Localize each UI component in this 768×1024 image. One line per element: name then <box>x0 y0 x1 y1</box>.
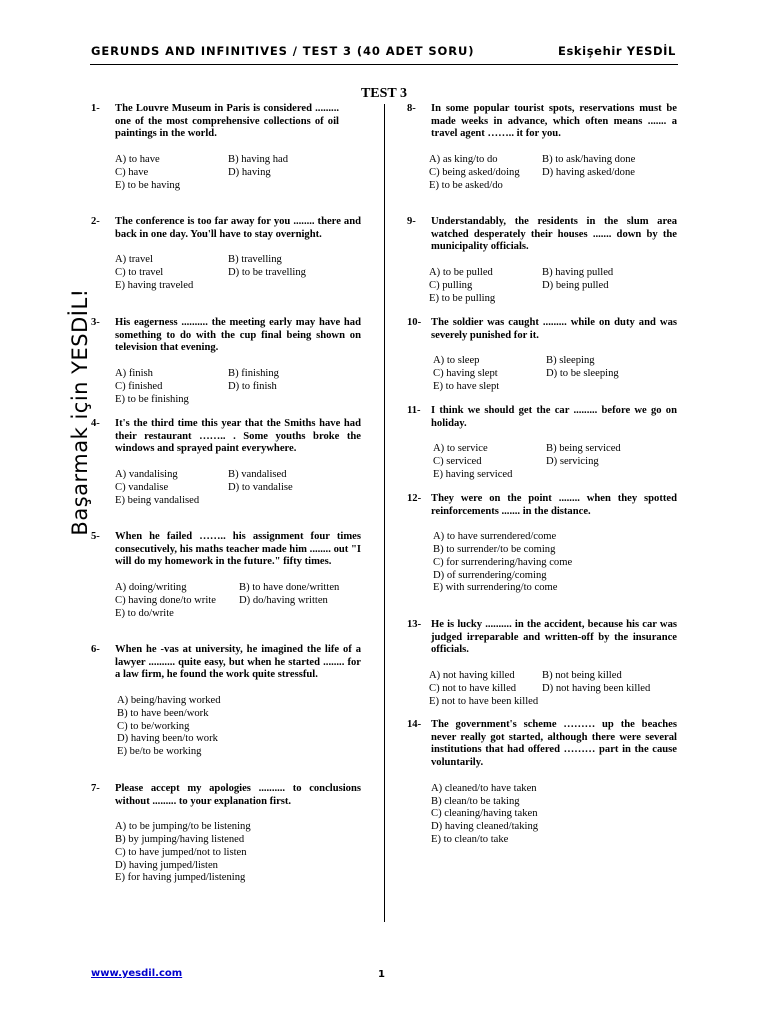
question-number: 13- <box>407 619 422 630</box>
answer-options <box>429 154 677 192</box>
question-9 <box>407 216 677 305</box>
option-d[interactable]: D) having jumped/listen <box>115 859 218 871</box>
question-6 <box>91 644 361 759</box>
question-text: In some popular tourist spots, reservations must be made weeks in advance, which often means ....... a travel agent …….. it for you. <box>431 103 677 140</box>
option-d[interactable]: D) being pulled <box>542 279 609 291</box>
option-b[interactable]: B) clean/to be taking <box>431 795 520 807</box>
question-number: 7- <box>91 783 100 794</box>
question-13 <box>407 619 677 708</box>
option-a[interactable]: A) finish <box>115 368 153 380</box>
option-e[interactable]: E) to be pulling <box>429 292 496 304</box>
answer-options <box>117 695 361 759</box>
option-a[interactable]: A) to be jumping/to be listening <box>115 821 251 833</box>
question-text: Understandably, the residents in the slum area watched desperately their houses ....... down by the municipality officials. <box>431 216 677 253</box>
question-number: 5- <box>91 531 100 542</box>
option-e[interactable]: E) having serviced <box>433 468 513 480</box>
answer-options <box>115 582 361 620</box>
question-text: When he -vas at university, he imagined the life of a lawyer .......... quite easy, but when he started ........ for a law firm, he found the work quite stressful. <box>115 644 361 681</box>
website-link[interactable]: www.yesdil.com <box>91 968 183 979</box>
option-d[interactable]: D) to vandalise <box>228 481 293 493</box>
question-7 <box>91 783 361 885</box>
question-number: 1- <box>91 103 100 114</box>
option-d[interactable]: D) having <box>228 166 271 178</box>
option-d[interactable]: D) not having been killed <box>542 682 651 694</box>
option-d[interactable]: D) do/having written <box>239 594 328 606</box>
option-b[interactable]: B) not being killed <box>542 670 622 682</box>
option-e[interactable]: E) to be asked/do <box>429 179 503 191</box>
option-e[interactable]: E) with surrendering/to come <box>433 582 558 594</box>
answer-options <box>115 254 361 292</box>
header-rule <box>90 64 678 65</box>
question-number: 11- <box>407 405 421 416</box>
option-e[interactable]: E) to be having <box>115 179 181 191</box>
option-a[interactable]: A) to have surrendered/come <box>433 531 557 543</box>
question-number: 9- <box>407 216 416 227</box>
option-e[interactable]: E) be/to be working <box>117 745 202 757</box>
option-c[interactable]: C) to have jumped/not to listen <box>115 846 247 858</box>
option-b[interactable]: B) having had <box>228 154 289 166</box>
option-c[interactable]: C) being asked/doing <box>429 166 520 178</box>
answer-options <box>431 783 677 847</box>
option-a[interactable]: A) not having killed <box>429 670 515 682</box>
answer-options <box>433 531 677 595</box>
option-b[interactable]: B) to have been/work <box>117 707 209 719</box>
option-c[interactable]: C) having done/to write <box>115 594 216 606</box>
option-b[interactable]: B) finishing <box>228 368 279 380</box>
option-d[interactable]: D) having asked/done <box>542 166 635 178</box>
answer-options <box>115 469 361 507</box>
answer-options <box>115 821 361 885</box>
header-title: GERUNDS AND INFINITIVES / TEST 3 (40 ADET SORU) <box>91 44 475 58</box>
answer-options <box>115 368 361 406</box>
question-number: 14- <box>407 719 422 730</box>
question-text: The soldier was caught ......... while on duty and was severely punished for it. <box>431 317 677 341</box>
question-text: They were on the point ........ when they spotted reinforcements ....... in the distance. <box>431 493 677 517</box>
answer-options <box>433 355 677 393</box>
option-e[interactable]: E) to be finishing <box>115 393 189 405</box>
option-d[interactable]: D) to be travelling <box>228 267 306 279</box>
answer-options <box>433 443 677 481</box>
question-4 <box>91 418 361 507</box>
option-d[interactable]: D) having been/to work <box>117 733 218 745</box>
answer-options <box>115 154 361 192</box>
option-e[interactable]: E) to have slept <box>433 380 500 392</box>
option-c[interactable]: C) having slept <box>433 368 498 380</box>
question-text: I think we should get the car ......... before we go on holiday. <box>431 405 677 429</box>
option-b[interactable]: B) sleeping <box>546 355 595 367</box>
option-c[interactable]: C) vandalise <box>115 481 169 493</box>
question-10 <box>407 317 677 394</box>
header-publisher: Eskişehir YESDİL <box>558 44 676 58</box>
question-text: The government's scheme ……… up the beaches never really got started, although there were several institutions that had offered ……… part in the cause voluntarily. <box>431 719 677 769</box>
question-11 <box>407 405 677 482</box>
question-number: 2- <box>91 216 100 227</box>
question-3 <box>91 317 361 406</box>
option-b[interactable]: B) being serviced <box>546 443 621 455</box>
answer-options <box>429 267 677 305</box>
question-number: 10- <box>407 317 422 328</box>
option-e[interactable]: E) having traveled <box>115 279 194 291</box>
question-5 <box>91 531 361 620</box>
option-c[interactable]: C) finished <box>115 380 163 392</box>
option-b[interactable]: B) to have done/written <box>239 582 340 594</box>
option-c[interactable]: C) have <box>115 166 149 178</box>
option-a[interactable]: A) doing/writing <box>115 582 187 594</box>
option-c[interactable]: C) serviced <box>433 456 482 468</box>
option-e[interactable]: E) to do/write <box>115 607 174 619</box>
answer-options <box>429 670 677 708</box>
option-a[interactable]: A) to have <box>115 154 160 166</box>
option-d[interactable]: D) servicing <box>546 456 599 468</box>
question-text: Please accept my apologies .......... to conclusions without ......... to your explanation first. <box>115 783 361 807</box>
option-d[interactable]: D) of surrendering/coming <box>433 569 547 581</box>
side-slogan: Başarmak için YESDİL! <box>68 288 92 536</box>
option-b[interactable]: B) by jumping/having listened <box>115 834 245 846</box>
option-e[interactable]: E) not to have been killed <box>429 695 539 707</box>
option-a[interactable]: A) being/having worked <box>117 695 221 707</box>
option-e[interactable]: E) being vandalised <box>115 494 200 506</box>
option-a[interactable]: A) cleaned/to have taken <box>431 782 537 794</box>
question-number: 4- <box>91 418 100 429</box>
option-c[interactable]: C) to travel <box>115 267 164 279</box>
question-number: 3- <box>91 317 100 328</box>
question-text: The conference is too far away for you ........ there and back in one day. You'll have to stay overnight. <box>115 216 361 240</box>
option-b[interactable]: B) vandalised <box>228 469 287 481</box>
option-c[interactable]: C) cleaning/having taken <box>431 808 538 820</box>
option-a[interactable]: A) to be pulled <box>429 267 493 279</box>
option-c[interactable]: C) not to have killed <box>429 682 517 694</box>
question-14 <box>407 719 677 846</box>
question-text: The Louvre Museum in Paris is considered ......... one of the most comprehensive collections of oil paintings in the world. <box>115 103 339 140</box>
question-number: 12- <box>407 493 422 504</box>
question-text: He is lucky .......... in the accident, because his car was judged irreparable and written-off by the insurance officials. <box>431 619 677 656</box>
option-d[interactable]: D) to finish <box>228 380 277 392</box>
question-text: When he failed …….. his assignment four times consecutively, his maths teacher made him ........ out "I will do my homework in the future." fifty times. <box>115 531 361 568</box>
option-a[interactable]: A) to service <box>433 443 488 455</box>
option-b[interactable]: B) having pulled <box>542 267 614 279</box>
option-a[interactable]: A) as king/to do <box>429 154 498 166</box>
question-1 <box>91 103 361 192</box>
option-a[interactable]: A) travel <box>115 254 153 266</box>
option-c[interactable]: C) to be/working <box>117 720 190 732</box>
question-number: 6- <box>91 644 100 655</box>
option-a[interactable]: A) to sleep <box>433 355 480 367</box>
option-d[interactable]: D) to be sleeping <box>546 368 619 380</box>
option-d[interactable]: D) having cleaned/taking <box>431 820 539 832</box>
question-text: His eagerness .......... the meeting early may have had something to do with the cup final being shown on television that evening. <box>115 317 361 354</box>
question-12 <box>407 493 677 595</box>
question-2 <box>91 216 361 293</box>
option-b[interactable]: B) to ask/having done <box>542 154 636 166</box>
question-8 <box>407 103 677 192</box>
option-e[interactable]: E) to clean/to take <box>431 833 509 845</box>
option-a[interactable]: A) vandalising <box>115 469 178 481</box>
option-b[interactable]: B) to surrender/to be coming <box>433 544 556 556</box>
option-c[interactable]: C) for surrendering/having come <box>433 556 573 568</box>
page-title: TEST 3 <box>360 86 408 101</box>
question-number: 8- <box>407 103 416 114</box>
option-b[interactable]: B) travelling <box>228 254 282 266</box>
column-divider <box>384 104 385 922</box>
page-number: 1 <box>378 969 385 980</box>
option-e[interactable]: E) for having jumped/listening <box>115 872 246 884</box>
option-c[interactable]: C) pulling <box>429 279 473 291</box>
question-text: It's the third time this year that the Smiths have had their restaurant …….. . Some youths broke the windows and sprayed paint everywhere. <box>115 418 361 455</box>
